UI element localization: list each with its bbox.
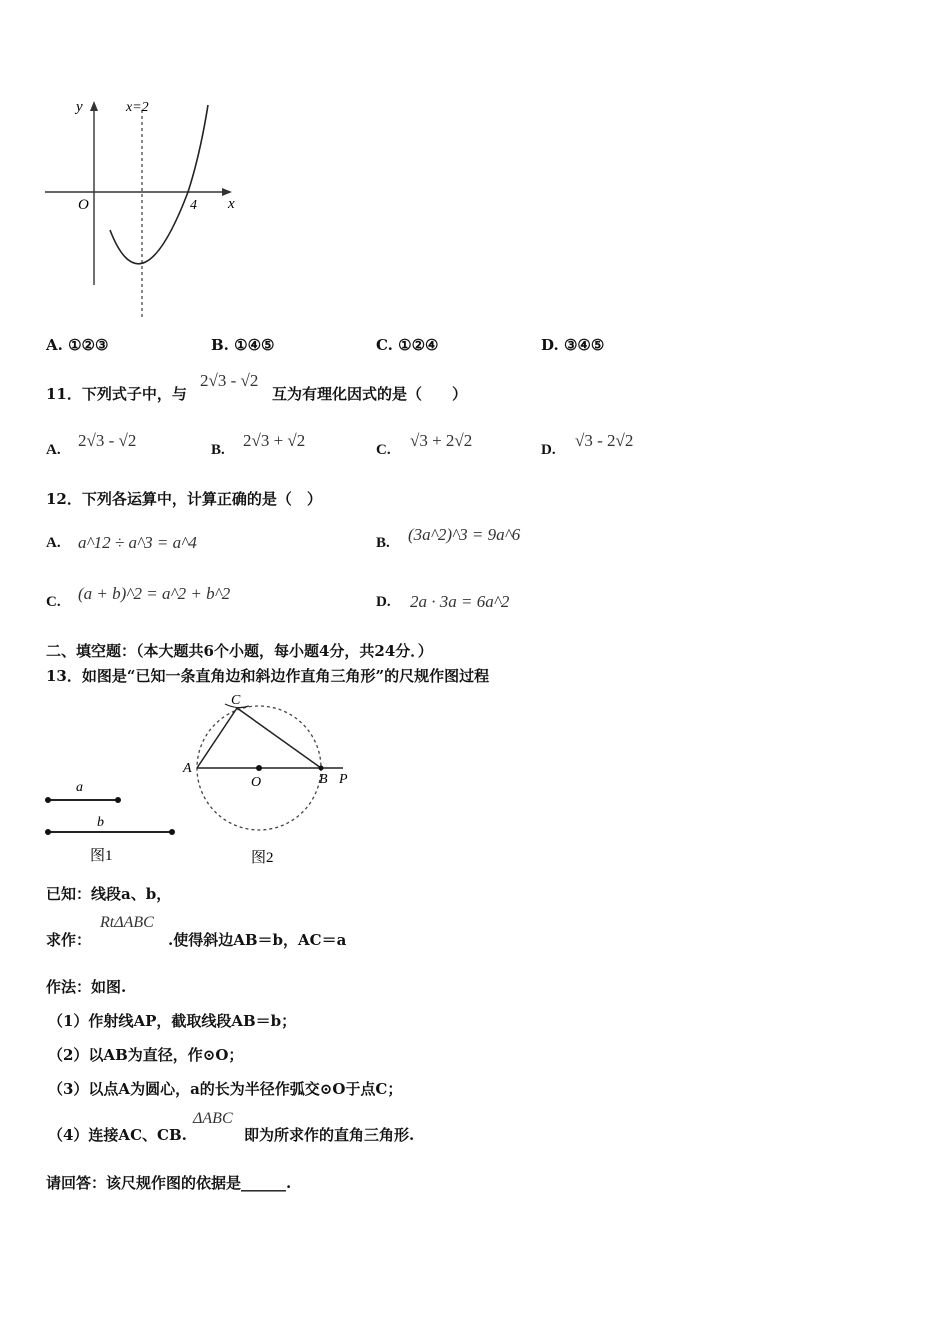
q13-stem: 13．如图是“已知一条直角边和斜边作直角三角形”的尺规作图过程 — [46, 667, 490, 685]
parabola-curve — [110, 105, 208, 264]
q13-step-4-pre: （4）连接AC、CB. — [48, 1126, 187, 1144]
x-axis-label: x — [228, 196, 235, 212]
q12-option-d-letter[interactable]: D. — [376, 594, 391, 610]
q13-known: 已知：线段a、b， — [46, 885, 172, 903]
segment-b-label: b — [97, 815, 104, 830]
q12-option-a-expr: a^12 ÷ a^3 = a^4 — [78, 533, 197, 552]
q11-option-a-letter[interactable]: A. — [46, 442, 61, 458]
q11-option-d-expr: √3 - 2√2 — [575, 431, 634, 450]
point-p-label: P — [339, 772, 348, 787]
point-a-label: A — [183, 761, 192, 776]
point-o-label: O — [251, 775, 262, 790]
q12-option-b-letter[interactable]: B. — [376, 535, 390, 551]
figure-2 — [175, 690, 365, 870]
parabola-graph — [40, 95, 250, 320]
q12-option-a-letter[interactable]: A. — [46, 535, 61, 551]
q11-expr: 2√3 - √2 — [200, 371, 259, 390]
segment-a-label: a — [76, 780, 83, 795]
q10-option-d[interactable]: D. ③④⑤ — [541, 336, 605, 354]
line-label: x=2 — [126, 100, 149, 115]
figure-2-caption: 图2 — [251, 850, 274, 866]
section-2-heading: 二、填空题：（本大题共6个小题，每小题4分，共24分．） — [46, 642, 433, 660]
q13-step-4-math: ΔABC — [193, 1110, 233, 1127]
q10-option-c[interactable]: C. ①②④ — [376, 336, 439, 354]
point-c-label: C — [231, 693, 241, 708]
y-axis-label: y — [76, 99, 83, 115]
q13-step-1: （1）作射线AP，截取线段AB＝b； — [48, 1012, 297, 1030]
q13-ask: 请回答：该尺规作图的依据是______. — [46, 1174, 292, 1192]
q11-option-b-expr: 2√3 + √2 — [243, 431, 306, 450]
q10-option-b[interactable]: B. ①④⑤ — [211, 336, 275, 354]
figure-1 — [40, 770, 190, 870]
q11-stem-post: 互为有理化因式的是（ ） — [272, 385, 468, 403]
q10-option-a[interactable]: A. ①②③ — [46, 336, 109, 354]
q11-option-a-expr: 2√3 - √2 — [78, 431, 137, 450]
q12-option-b-expr: (3a^2)^3 = 9a^6 — [408, 525, 521, 544]
q12-option-d-expr: 2a · 3a = 6a^2 — [410, 592, 510, 611]
q13-step-4-post: 即为所求作的直角三角形. — [244, 1126, 415, 1144]
q12-option-c-letter[interactable]: C. — [46, 594, 61, 610]
q11-option-b-letter[interactable]: B. — [211, 442, 225, 458]
q13-seek-math: RtΔABC — [100, 914, 154, 931]
figure-1-caption: 图1 — [90, 848, 113, 864]
q11-stem-pre: 11．下列式子中，与 — [46, 385, 187, 403]
root-label: 4 — [190, 198, 197, 213]
point-b-label: B — [319, 772, 328, 787]
q11-option-d-letter[interactable]: D. — [541, 442, 556, 458]
q13-method: 作法：如图. — [46, 978, 127, 996]
segment-ac — [197, 708, 237, 768]
origin-label: O — [78, 197, 89, 213]
q13-seek-pre: 求作： — [46, 931, 92, 949]
q12-stem: 12．下列各运算中，计算正确的是（ ） — [46, 490, 322, 508]
q13-step-3: （3）以点A为圆心，a的长为半径作弧交⊙O于点C； — [48, 1080, 403, 1098]
q11-option-c-letter[interactable]: C. — [376, 442, 391, 458]
q13-seek-post: .使得斜边AB＝b，AC＝a — [168, 931, 347, 949]
q12-option-c-expr: (a + b)^2 = a^2 + b^2 — [78, 584, 231, 603]
q11-option-c-expr: √3 + 2√2 — [410, 431, 473, 450]
segment-cb — [237, 708, 321, 768]
q13-step-2: （2）以AB为直径，作⊙O； — [48, 1046, 244, 1064]
